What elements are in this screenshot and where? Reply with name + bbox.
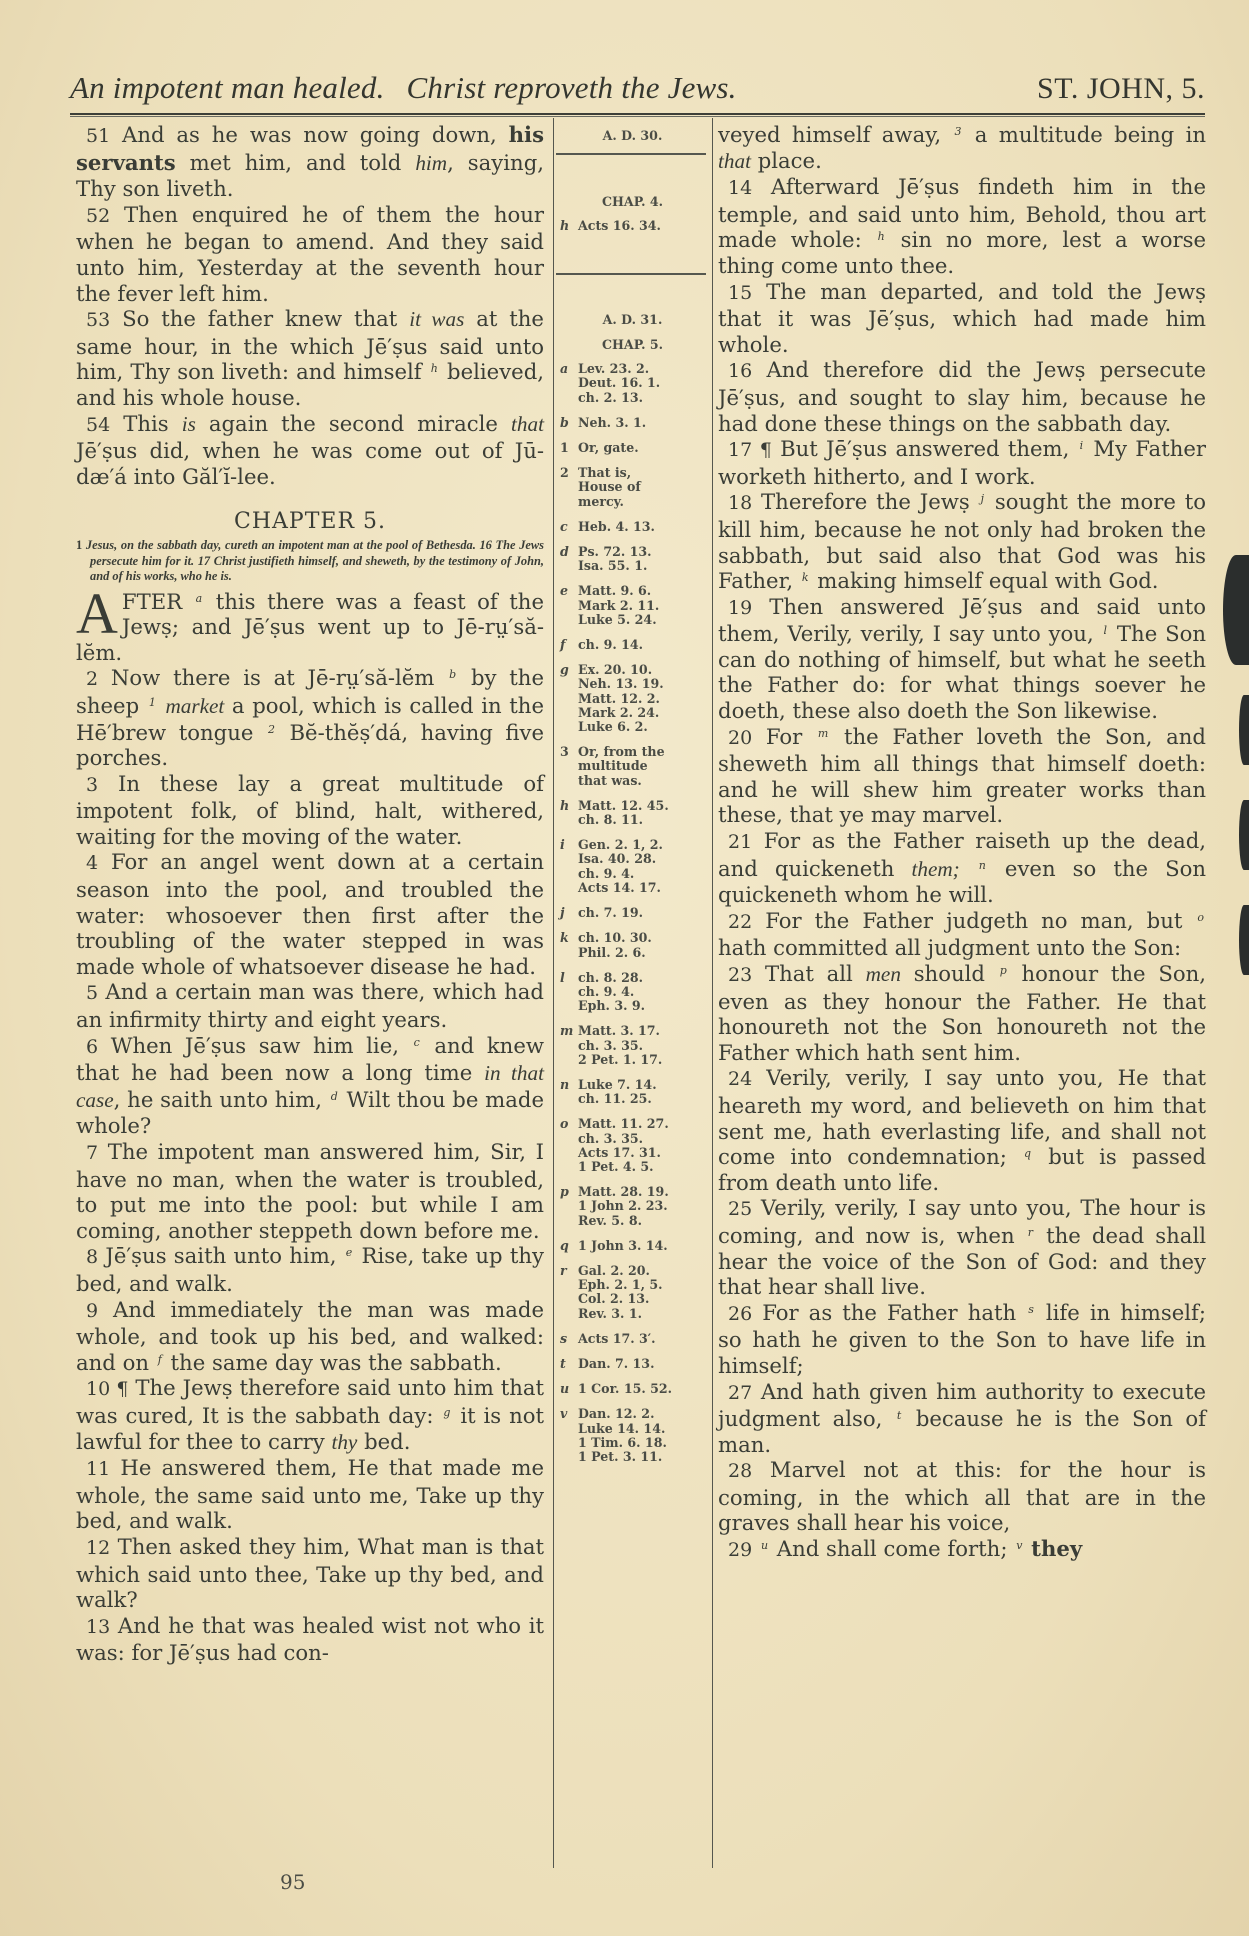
verse [76,1139,544,1243]
verse [718,594,1206,724]
verse-number: 20 [728,726,753,749]
verse-number: 28 [728,1460,753,1483]
reference-line: Neh. 3. 1. [578,414,647,430]
reference-text: Acts 16. 34. [578,218,661,233]
reference-line: Eph. 2. 1, 5. [578,1277,663,1293]
verse-text: The Jewṣ therefore said unto him that was cured, It is the sabbath day: $^g$ it is not lawful for thee to carry thy bed. [76,1375,545,1454]
thumb-index-tab[interactable] [1239,800,1249,870]
reference-line: ch. 8. 11. [578,812,644,828]
verse [76,1375,544,1455]
reference-line: Ps. 72. 13. [578,544,652,560]
reference-line: Isa. 55. 1. [578,558,648,574]
cross-reference [560,1264,705,1321]
reference-mark: o [560,1116,569,1132]
reference-mark: 2 [560,465,569,481]
reference-rule [556,273,706,276]
cross-reference [560,219,705,233]
verse [76,665,544,770]
reference-mark: a [560,361,569,377]
verse-number: 27 [728,1381,753,1404]
reference-line: Luke 14. 14. [578,1420,666,1436]
cross-reference [560,1239,705,1253]
verse [76,1613,544,1666]
verse-number: 9 [86,1299,99,1322]
verse-number: 5 [86,982,99,1005]
cross-reference [560,1117,705,1174]
reference-line: Matt. 11. 27. [578,1116,669,1132]
column-divider-right [712,118,713,1868]
verse-text: The man departed, and told the Jewṣ that it was Jē′ṣus, which had made him whole. [718,278,1206,357]
cross-reference [560,520,705,534]
cross-reference [560,584,705,627]
reference-line: ch. 11. 25. [578,1091,652,1107]
reference-line: 1 Pet. 3. 11. [578,1448,663,1464]
cross-reference [560,545,705,573]
verse [718,961,1206,1065]
header-topic-1: An impotent man healed. [70,70,385,105]
verse-text: And as he was now going down, his servants met him, and told him, saying, Thy son liveth. [76,122,544,202]
reference-line: Col. 2. 13. [578,1291,650,1307]
header-book-chapter: ST. JOHN, 5. [1037,72,1205,105]
cross-reference [560,362,705,405]
verse-number: 25 [728,1198,753,1221]
verse-number: 26 [728,1302,753,1325]
verse-number: 7 [86,1142,99,1164]
verse-1-text: FTER $^a$ this there was a feast of the Jewṣ; and Jē′ṣus went up to Jē-rṳ′să-lĕm. [76,588,544,665]
verse-text: And a certain man was there, which had an infirmity thirty and eight years. [76,979,544,1033]
verse-number: 23 [728,964,753,986]
reference-line: mercy. [578,493,624,509]
reference-mark: 3 [560,744,569,760]
cross-reference [560,906,705,920]
verse [718,1195,1206,1299]
reference-line: ch. 3. 35. [578,1037,644,1053]
verse-text: For an angel went down at a certain season into the pool, and troubled the water: whosoever then first after the troubling of the water stepped in was made whole of whatsoever disease he had. [76,849,544,979]
cross-reference [560,1382,705,1396]
cross-reference [560,441,705,455]
cross-reference [560,799,705,827]
verse-text: Then answered Jē′ṣus and said unto them, Verily, verily, I say unto you, $^l$ The Son can do nothing of himself, but what he seeth the Father do: for what things soever he doeth, these also doeth the Son likewise. [718,593,1206,724]
thumb-index-tab[interactable] [1223,555,1249,665]
reference-line: Gal. 2. 20. [578,1262,650,1278]
cross-reference [560,638,705,652]
summary-text: Jesus, on the sabbath day, cureth an impotent man at the pool of Bethesda. 16 The Jews persecute him for it. 17 Christ justifieth himself, and sheweth, by the testimony of John, and of his works, who he is. [85,538,544,584]
reference-line: 2 Pet. 1. 17. [578,1051,663,1067]
verse-number: 17 ¶ [728,439,772,462]
reference-line: Rev. 3. 1. [578,1305,642,1321]
verse [718,436,1206,489]
verse [718,1379,1206,1458]
verse [718,828,1206,908]
verse-13-continuation: veyed himself away, $^3$ a multitude being in that place. [718,122,1206,173]
cross-reference [560,1357,705,1371]
reference-line: Dan. 12. 2. [578,1406,655,1422]
reference-mark: r [560,1262,567,1278]
reference-line: That is, [578,465,632,481]
chapter-4-verses [76,122,544,489]
reference-line: Eph. 3. 9. [578,998,646,1014]
header-rule [70,113,1205,117]
chapter-5-label: CHAP. 5. [602,337,663,353]
reference-mark: e [560,583,569,599]
verse-text: This is again the second miracle that Jē′ṣus did, when he was come out of Jū-dæ′á into Găl′ĭ-lee. [76,410,544,489]
reference-line: ch. 8. 28. [578,969,644,985]
verse [76,202,544,306]
cross-reference [560,931,705,959]
verse-number: 2 [86,668,99,691]
verse-text: Now there is at Jē-rṳ′să-lĕm $^b$ by the sheep $^1$ market a pool, which is called in the Hē′brew tongue $^2$ Bĕ-thĕṣ′dá, having five porches. [76,665,544,771]
reference-mark: h [560,218,570,233]
verse-text: And he that was healed wist not who it was: for Jē′ṣus had con- [76,1612,544,1666]
verse-number: 13 [86,1615,111,1638]
verse-text: And hath given him authority to execute judgment also, $^t$ because he is the Son of man. [718,1378,1206,1457]
reference-line: Isa. 40. 28. [578,851,657,867]
verse-text: And immediately the man was made whole, and took up his bed, and walked: and on $^f$ the same day was the sabbath. [76,1296,544,1375]
reference-line: Rev. 5. 8. [578,1212,642,1228]
verse-1 [76,580,544,666]
verse-text: In these lay a great multitude of impotent folk, of blind, halt, withered, waiting for the moving of the water. [76,770,544,849]
reference-line: Mark 2. 11. [578,597,660,613]
reference-mark: u [560,1381,570,1397]
cross-reference [560,745,705,788]
reference-mark: s [560,1330,568,1346]
reference-mark: d [560,544,569,560]
reference-mark: i [560,837,565,853]
reference-rule [556,153,706,156]
reference-mark: n [560,1076,570,1092]
reference-line: 1 Tim. 6. 18. [578,1434,667,1450]
verse [718,489,1206,593]
reference-mark: q [560,1237,569,1253]
verse-text: Therefore the Jewṣ $^j$ sought the more to kill him, because he not only had broken the sabbath, but said also that God was his Father, $^k$ making himself equal with God. [718,489,1206,594]
verse [76,1243,544,1296]
cross-reference-column [560,122,705,1475]
drop-cap: A [76,580,118,646]
verse-number: 51 [86,125,111,147]
thumb-index-tab[interactable] [1239,695,1249,765]
column-divider-left [553,118,554,1868]
verse-text: He answered them, He that made me whole, the same said unto me, Take up thy bed, and walk. [76,1455,544,1534]
verse [718,174,1206,278]
verse [718,724,1206,828]
verse-text: But Jē′ṣus answered them, $^i$ My Father worketh hitherto, and I work. [718,436,1207,489]
reference-line: Matt. 3. 17. [578,1023,660,1039]
reference-mark: 1 [560,440,569,456]
year-ad-31: A. D. 31. [602,312,663,328]
reference-line: 1 Pet. 4. 5. [578,1158,654,1174]
reference-line: ch. 2. 13. [578,389,644,405]
right-column [718,122,1206,1564]
reference-mark: k [560,930,569,946]
verse [76,1297,544,1376]
verse [718,1536,1206,1564]
verse-number: 52 [86,204,111,227]
verse-text: When Jē′ṣus saw him lie, $^c$ and knew that he had been now a long time in that case, he saith unto him, $^d$ Wilt thou be made whole? [76,1032,544,1139]
verse-number: 21 [728,831,753,854]
cross-reference [560,1024,705,1067]
chapter-5-verses-right [718,174,1206,1563]
verse [76,122,544,202]
verse [76,411,544,490]
reference-mark: c [560,518,568,534]
reference-line: Acts 14. 17. [578,879,661,895]
verse [718,1300,1206,1379]
verse-text: And therefore did the Jewṣ persecute Jē′ṣus, and sought to slay him, because he had done these things on the sabbath day. [718,357,1206,436]
verse-number: 22 [728,910,753,933]
reference-mark: j [560,905,565,921]
reference-line: Or, from the [578,744,665,760]
verse-text: For the Father judgeth no man, but $^o$ hath committed all judgment unto the Son: [718,907,1204,961]
verse-text: For as the Father raiseth up the dead, and quickeneth them; $^n$ even so the Son quickeneth whom he will. [718,828,1206,908]
reference-line: Mark 2. 24. [578,704,660,720]
reference-line: ch. 9. 14. [578,637,644,653]
verse-number: 4 [86,852,99,875]
cross-reference [560,1407,705,1464]
reference-line: Ex. 20. 10. [578,662,653,678]
verse-number: 10 ¶ [86,1378,129,1401]
reference-line: Matt. 9. 6. [578,583,652,599]
reference-line: ch. 7. 19. [578,905,644,921]
chapter-summary [76,538,544,584]
reference-mark: b [560,414,569,430]
left-column [76,122,544,1666]
reference-mark: h [560,797,570,813]
verse-number: 3 [86,773,99,796]
reference-line: Matt. 12. 2. [578,690,660,706]
verse-text: Then enquired he of them the hour when he began to amend. And they said unto him, Yesterday at the seventh hour the fever left him. [76,201,544,306]
reference-line: 1 John 3. 14. [578,1237,668,1253]
verse-text: Verily, verily, I say unto you, He that heareth my word, and believeth on him that sent me, hath everlasting life, and shall not come into condemnation; $^q$ but is passed from death unto life. [718,1065,1207,1195]
verse-number: 19 [728,596,753,619]
verse-number: 18 [728,492,753,515]
verse-number: 11 [86,1458,111,1481]
verse [76,306,544,410]
reference-line: multitude [578,758,648,774]
cross-reference [560,971,705,1014]
reference-mark: t [560,1355,566,1371]
verse [718,279,1206,358]
verse-text: For $^m$ the Father loveth the Son, and sheweth him all things that himself doeth: and he will shew him greater works than these, that ye may marvel. [718,723,1206,828]
reference-line: Or, gate. [578,440,639,456]
header-topics [70,70,737,106]
header-topic-2: Christ reproveth the Jews. [406,70,737,105]
verse-text: Verily, verily, I say unto you, The hour is coming, and now is, when $^r$ the dead shall hear the voice of the Son of God: and they that hear shall live. [718,1195,1206,1300]
cross-reference [560,663,705,734]
reference-line: Gen. 2. 1, 2. [578,837,663,853]
page-number: 95 [280,1870,306,1894]
chapter-4-label: CHAP. 4. [602,194,663,209]
reference-line: Matt. 12. 45. [578,797,669,813]
cross-reference [560,1332,705,1346]
running-header [70,70,1205,110]
chapter-heading: CHAPTER 5. [234,509,386,535]
verse [76,1534,544,1613]
verse-number: 6 [86,1035,99,1058]
cross-reference [560,1185,705,1228]
reference-line: ch. 3. 35. [578,1130,644,1146]
verse-number: 24 [728,1068,753,1091]
verse-number: 16 [728,360,753,383]
summary-verse-number: 1 [76,538,83,553]
year-ad-30: A. D. 30. [602,128,663,143]
verse [718,1065,1206,1195]
reference-line: Neh. 13. 19. [578,676,664,692]
reference-line: Acts 17. 3′. [578,1330,656,1346]
verse-text: Jē′ṣus saith unto him, $^e$ Rise, take up thy bed, and walk. [76,1243,544,1296]
reference-line: 1 John 2. 23. [578,1198,668,1214]
verse-number: 54 [86,413,111,436]
verse [76,979,544,1032]
cross-reference [560,466,705,509]
cross-reference [560,416,705,430]
reference-mark: v [560,1406,568,1422]
verse [76,1455,544,1534]
verse [718,1457,1206,1536]
verse-text: $^u$ And shall come forth; $^v$ they [760,1536,1083,1562]
verse [76,849,544,979]
reference-mark: f [560,637,566,653]
reference-line: Deut. 16. 1. [578,375,661,391]
reference-line: Dan. 7. 13. [578,1355,655,1371]
chapter-5-verses-left [76,665,544,1666]
reference-mark: m [560,1023,574,1039]
verse-number: 12 [86,1536,111,1559]
verse-text: The impotent man answered him, Sir, I have no man, when the water is troubled, to put me into the pool: but while I am coming, another steppeth down before me. [76,1139,544,1243]
reference-line: Phil. 2. 6. [578,944,646,960]
reference-mark: l [560,969,565,985]
verse-number: 14 [728,177,753,200]
verse [718,357,1206,436]
reference-line: Luke 5. 24. [578,611,657,627]
reference-line: Heb. 4. 13. [578,518,655,534]
cross-reference-list [560,362,705,1464]
verse-text: So the father knew that it was at the same hour, in the which Jē′ṣus said unto him, Thy son liveth: and himself $^h$ believed, and his whole house. [76,306,545,410]
reference-line: Matt. 28. 19. [578,1184,669,1200]
reference-line: Lev. 23. 2. [578,361,650,377]
reference-mark: p [560,1184,569,1200]
verse-text: That all men should $^p$ honour the Son, even as they honour the Father. He that honoureth not the Son honoureth not the Father which hath sent him. [718,961,1206,1065]
verse-number: 53 [86,309,111,332]
verse [718,908,1206,961]
reference-line: ch. 10. 30. [578,930,652,946]
verse-number: 29 [728,1539,753,1562]
reference-mark: g [560,662,569,678]
reference-line: 1 Cor. 15. 52. [578,1381,673,1397]
reference-line: Acts 17. 31. [578,1144,661,1160]
verse-number: 15 [728,281,753,304]
verse-number: 8 [86,1246,99,1269]
reference-line: ch. 9. 4. [578,983,635,999]
reference-line: House of [578,479,641,495]
cross-reference [560,838,705,895]
reference-line: ch. 9. 4. [578,865,635,881]
verse-text: Then asked they him, What man is that which said unto thee, Take up thy bed, and walk? [76,1533,544,1613]
verse-text: Marvel not at this: for the hour is coming, in the which all that are in the graves shall hear his voice, [718,1457,1206,1536]
verse-text: Afterward Jē′ṣus findeth him in the temple, and said unto him, Behold, thou art made whole: $^h$ sin no more, lest a worse thing come unto thee. [718,174,1206,278]
reference-line: that was. [578,772,642,788]
verse [76,771,544,850]
thumb-index-tab[interactable] [1239,905,1249,975]
verse-text: For as the Father hath $^s$ life in himself; so hath he given to the Son to have life in himself; [718,1299,1206,1378]
cross-reference [560,1078,705,1106]
verse [76,1033,544,1139]
reference-line: Luke 7. 14. [578,1076,657,1092]
reference-line: Luke 6. 2. [578,719,648,735]
